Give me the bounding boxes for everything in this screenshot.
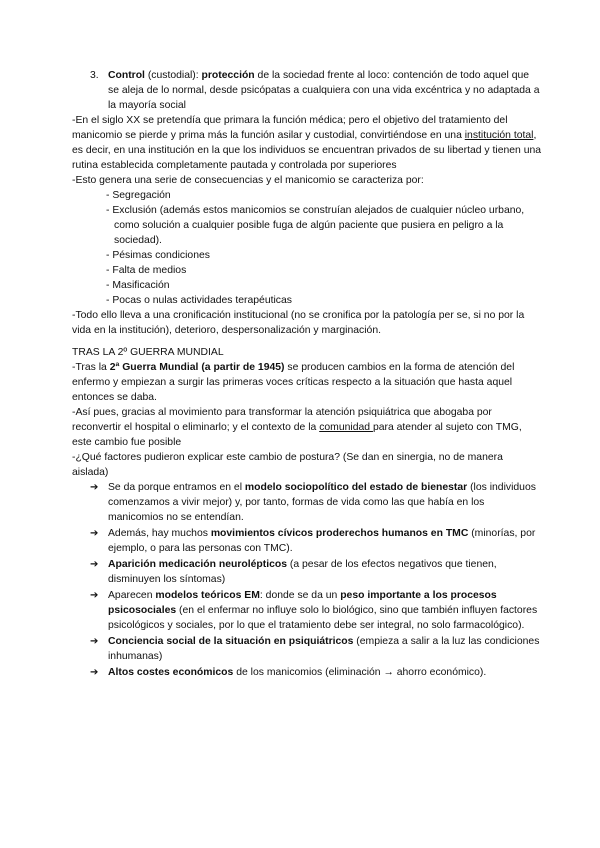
underlined-term: institución total [464, 130, 534, 141]
list-item [90, 557, 542, 587]
paragraph-cronificacion: -Todo ello lleva a una cronificación institucional (no se cronifica por la patología per se, si no por la vida en la institución), deterioro, despersonalización y marginación. [72, 310, 525, 336]
factors-list [72, 480, 542, 680]
arrow-icon: ➔ [90, 559, 99, 570]
text: Aparecen [108, 590, 156, 601]
text: , es decir, en una institución en la que los individuos se encuentran privados de su libertad y tienen una rutina establecida completamente pautada y controlada por superiores [72, 130, 542, 171]
arrow-icon: ➔ [90, 482, 99, 493]
text: -En el siglo XX se pretendía que primara la función médica; pero el objetivo del tratamiento del manicomio se pierde y prima más la función asilar y custodial, convirtiéndose en una [72, 115, 508, 141]
item-paren: (custodial): [144, 70, 202, 81]
text: (minorías, por ejemplo, o para las personas con TMC). [108, 528, 536, 554]
underlined-term: comunidad [319, 422, 373, 433]
bold-text: peso importante a los procesos psicosociales [108, 590, 497, 616]
text: (los individuos comenzamos a vivir mejor) y, por tanto, formas de vida como las que había en los manicomios no se entendían. [108, 482, 536, 523]
item-number: 3. [90, 70, 99, 81]
list-item: - Pocas o nulas actividades terapéuticas [106, 295, 292, 306]
item-text: de la sociedad frente al loco: contención de todo aquel que se aleja de lo normal, desde psicópatas a cualquiera con una vida excéntrica y no adaptada a la mayoría social [108, 70, 540, 111]
consequences-list [72, 188, 542, 308]
list-item: - Masificación [106, 280, 170, 291]
text: para atender al sujeto con TMG, este cambio fue posible [72, 422, 522, 448]
item-protect: protección [201, 70, 255, 81]
text: -Tras la [72, 362, 110, 373]
paragraph-siglo [72, 113, 542, 173]
bold-text: modelo sociopolítico del estado de bienestar [244, 482, 468, 493]
bold-text: Altos costes económicos [108, 667, 234, 678]
list-item: - Falta de medios [106, 265, 187, 276]
text: : donde se da un [259, 590, 341, 601]
text: (empieza a salir a la luz las condiciones inhumanas) [108, 636, 540, 662]
bold-text: Conciencia social de la situación en psiquiátricos [108, 636, 354, 647]
list-item: - Exclusión (además estos manicomios se construían alejados de cualquier núcleo urbano, como solución a cualquier posible fuga de algún paciente que pusiera en peligro a la sociedad). [106, 205, 525, 246]
arrow-icon: ➔ [90, 636, 99, 647]
arrow-icon: ➔ [90, 667, 99, 678]
numbered-item-3 [72, 68, 542, 113]
paragraph-asi [72, 405, 542, 450]
list-item: - Pésimas condiciones [106, 250, 210, 261]
text: (en el enfermar no influye solo lo biológico, sino que también influyen factores psicológicos y sociales, por lo que el tratamiento debe ser integral, no solo farmacológico). [108, 605, 538, 631]
list-item [90, 480, 542, 525]
text: -Así pues, gracias al movimiento para transformar la atención psiquiátrica que abogaba por reconvertir el hospital o eliminarlo; y el contexto de la [72, 407, 492, 433]
list-item [90, 634, 542, 664]
bold-text: modelos teóricos EM [155, 590, 260, 601]
text: de los manicomios (eliminación → ahorro económico). [233, 667, 487, 678]
arrow-icon: ➔ [90, 590, 99, 601]
text: Además, hay muchos [108, 528, 211, 539]
text: Se da porque entramos en el [108, 482, 245, 493]
list-item [90, 588, 542, 633]
bold-text: Aparición medicación neurolépticos [108, 559, 287, 570]
bold-text: 2ª Guerra Mundial (a partir de 1945) [109, 362, 285, 373]
bold-text: movimientos cívicos proderechos humanos en TMC [210, 528, 469, 539]
text: (a pesar de los efectos negativos que tienen, disminuyen los síntomas) [108, 559, 497, 585]
arrow-icon: ➔ [90, 528, 99, 539]
section-heading: TRAS LA 2º GUERRA MUNDIAL [72, 347, 224, 358]
item-label: Control [108, 70, 145, 81]
paragraph-question: -¿Qué factores pudieron explicar este cambio de postura? (Se dan en sinergia, no de manera aislada) [72, 452, 503, 478]
text: se producen cambios en la forma de atención del enfermo y empiezan a surgir las primeras voces críticas respecto a la situación que hasta aquel entonces se daba. [72, 362, 515, 403]
list-item: - Segregación [106, 190, 171, 201]
list-item [90, 526, 542, 556]
list-item [90, 665, 542, 680]
paragraph-tras [72, 360, 542, 405]
paragraph-genera: -Esto genera una serie de consecuencias y el manicomio se caracteriza por: [72, 175, 424, 186]
